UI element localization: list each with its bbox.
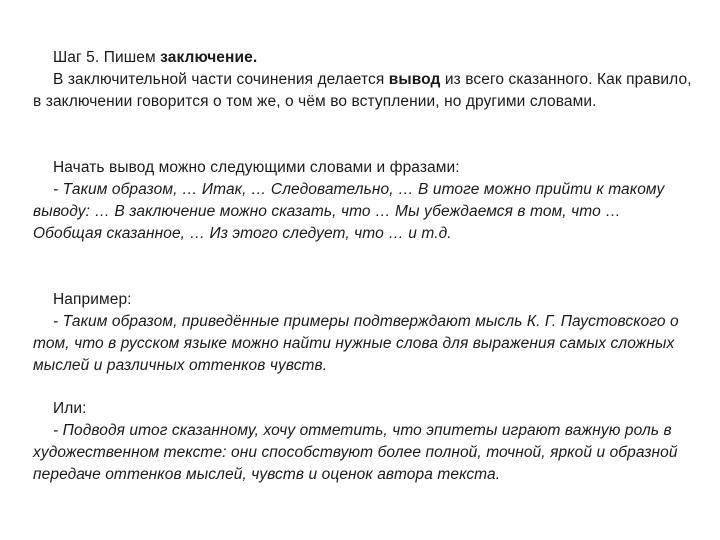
step-heading-prefix: Шаг 5. Пишем	[53, 49, 161, 66]
example-text-content: - Таким образом, приведённые примеры подтверждают мысль К. Г. Паустовского о том, что в русском языке можно найти нужные слова для выражения самых сложных мыслей и различных оттенков чувств.	[33, 313, 679, 374]
step-heading	[33, 47, 693, 69]
intro-text-bold: вывод	[388, 71, 441, 88]
step-heading-bold: заключение.	[160, 49, 258, 66]
or-text-content: - Подводя итог сказанному, хочу отметить, что эпитеты играют важную роль в художественном тексте: они способствуют более полной, точной, яркой и образной передаче оттенков мыслей, чувств и оценок автора текста.	[33, 422, 678, 483]
example-block	[33, 289, 693, 377]
intro-text-part2: из всего сказанного. Как правило, в заключении говорится о том же, о чём во вступлении, но другими словами.	[33, 71, 692, 110]
start-phrases-block	[33, 157, 693, 245]
start-heading: Начать вывод можно следующими словами и фразами:	[53, 159, 460, 176]
example-heading: Например:	[53, 291, 132, 308]
start-phrases	[33, 181, 664, 242]
example-text	[33, 313, 679, 374]
or-block	[33, 398, 693, 486]
intro-block	[33, 47, 693, 113]
or-heading: Или:	[53, 400, 87, 417]
start-phrases-text: - Таким образом, … Итак, … Следовательно, … В итоге можно прийти к такому выводу: … В заключение можно сказать, что … Мы убеждаемся в том, что … Обобщая сказанное, … Из этого следует, что … и т.д.	[33, 181, 665, 242]
intro-text-part1: В заключительной части сочинения делается	[53, 71, 389, 88]
or-text	[33, 422, 678, 483]
intro-text	[33, 71, 692, 110]
